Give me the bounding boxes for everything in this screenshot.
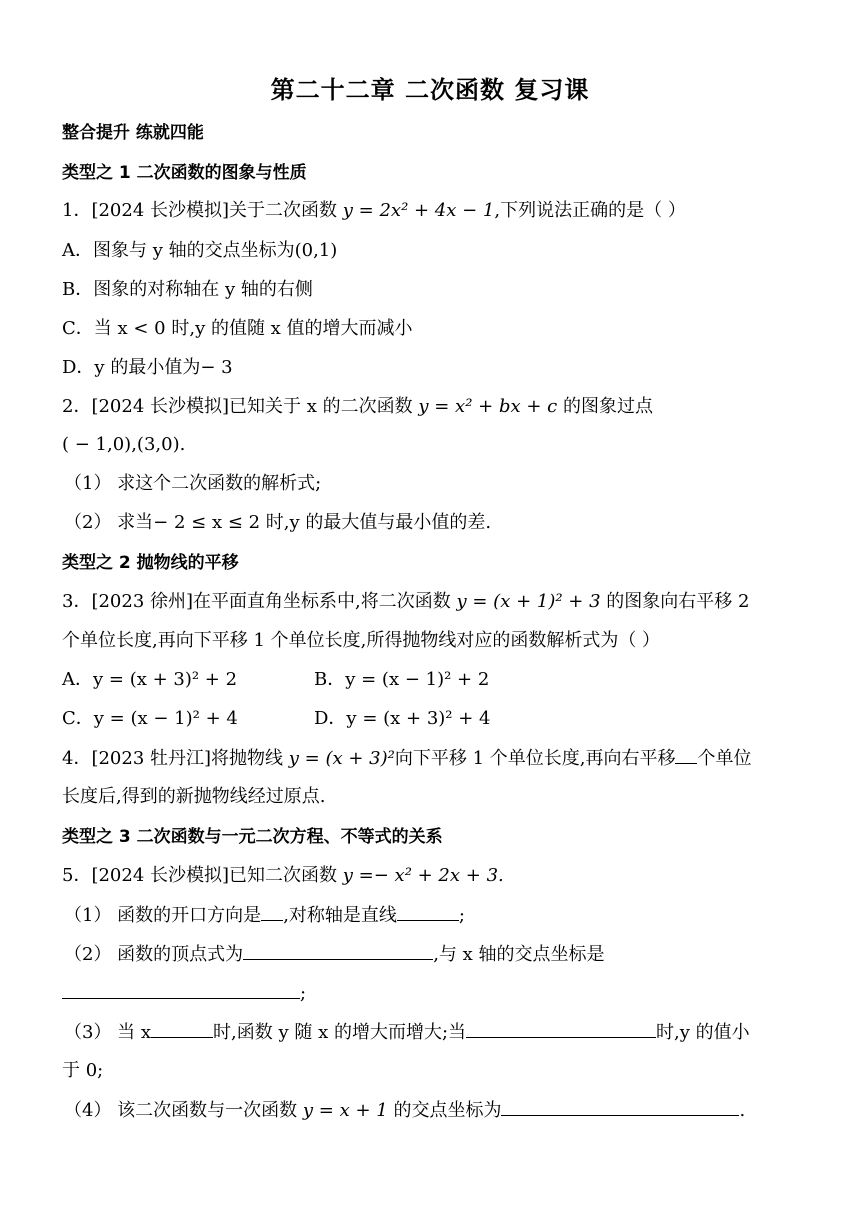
question-2-points: ( − 1,0),(3,0). — [62, 434, 186, 455]
question-5-part-4: （4） 该二次函数与一次函数 y = x + 1 的交点坐标为 . — [64, 1097, 808, 1124]
question-3: 3．[2023 徐州]在平面直角坐标系中,将二次函数 y = (x + 1)² + 3 的图象向右平移 2 — [62, 591, 750, 612]
question-2: 2．[2024 长沙模拟]已知关于 x 的二次函数 y = x² + bx + c 的图象过点 — [62, 396, 653, 417]
question-5-part-1: （1） 函数的开口方向是 ,对称轴是直线 ; — [64, 902, 808, 929]
option-row-cd — [62, 706, 808, 732]
option-a: A．y = (x + 3)² + 2 — [62, 669, 238, 690]
question-4: 4．[2023 牡丹江]将抛物线 y = (x + 3)²向下平移 1 个单位长度,再向右平移 个单位 — [62, 745, 808, 772]
answer-blank[interactable] — [397, 902, 459, 921]
option-c: C．y = (x − 1)² + 4 — [62, 708, 238, 729]
answer-blank[interactable] — [243, 941, 433, 960]
question-5-part-2: （2） 函数的顶点式为 ,与 x 轴的交点坐标是 — [64, 941, 808, 968]
function-expression: y =− x² + 2x + 3. — [342, 865, 504, 886]
function-expression: y = x + 1 — [302, 1100, 388, 1121]
page-title: 第二十二章 二次函数 复习课 — [270, 76, 590, 104]
answer-blank[interactable] — [62, 980, 300, 999]
option-b: B．图象的对称轴在 y 轴的右侧 — [62, 279, 313, 300]
section-heading: 整合提升 练就四能 — [62, 123, 204, 143]
question-5-part-2-continued: ; — [62, 980, 808, 1007]
answer-blank[interactable] — [675, 745, 697, 764]
question-source: [2024 长沙模拟] — [91, 200, 230, 221]
question-source: [2024 长沙模拟] — [91, 865, 230, 886]
answer-blank[interactable] — [501, 1097, 739, 1116]
type-2-heading: 类型之 2 抛物线的平移 — [62, 553, 239, 573]
option-d: D．y 的最小值为− 3 — [62, 357, 233, 378]
question-5: 5．[2024 长沙模拟]已知二次函数 y =− x² + 2x + 3. — [62, 865, 504, 886]
answer-blank[interactable] — [151, 1019, 213, 1038]
question-5-part-3: （3） 当 x 时,函数 y 随 x 的增大而增大;当 时,y 的值小 — [64, 1019, 808, 1046]
option-a: A．图象与 y 轴的交点坐标为(0,1) — [62, 240, 338, 261]
option-row-ab — [62, 667, 808, 693]
question-4-line-2: 长度后,得到的新抛物线经过原点. — [62, 786, 326, 807]
function-expression: y = (x + 3)² — [288, 748, 395, 769]
question-source: [2023 牡丹江] — [91, 748, 212, 769]
type-1-heading: 类型之 1 二次函数的图象与性质 — [62, 163, 307, 183]
question-source: [2024 长沙模拟] — [91, 396, 230, 417]
question-3-line-2: 个单位长度,再向下平移 1 个单位长度,所得抛物线对应的函数解析式为（ ） — [62, 630, 661, 651]
type-3-heading: 类型之 3 二次函数与一元二次方程、不等式的关系 — [62, 827, 443, 847]
answer-blank[interactable] — [261, 902, 283, 921]
question-number: 1． — [62, 200, 92, 221]
option-d: D．y = (x + 3)² + 4 — [314, 708, 491, 729]
question-5-part-3-continued: 于 0; — [62, 1060, 104, 1081]
option-c: C．当 x < 0 时,y 的值随 x 值的增大而减小 — [62, 318, 413, 339]
function-expression: y = x² + bx + c — [418, 396, 558, 417]
function-expression: y = 2x² + 4x − 1 — [342, 200, 495, 221]
option-b: B．y = (x − 1)² + 2 — [314, 669, 490, 690]
function-expression: y = (x + 1)² + 3 — [456, 591, 601, 612]
question-1: 1．[2024 长沙模拟]关于二次函数 y = 2x² + 4x − 1,下列说法正确的是（ ） — [62, 200, 686, 221]
question-2-part-2: （2） 求当− 2 ≤ x ≤ 2 时,y 的最大值与最小值的差. — [64, 512, 492, 533]
answer-blank[interactable] — [466, 1019, 656, 1038]
question-2-part-1: （1） 求这个二次函数的解析式; — [64, 473, 322, 494]
question-source: [2023 徐州] — [91, 591, 194, 612]
